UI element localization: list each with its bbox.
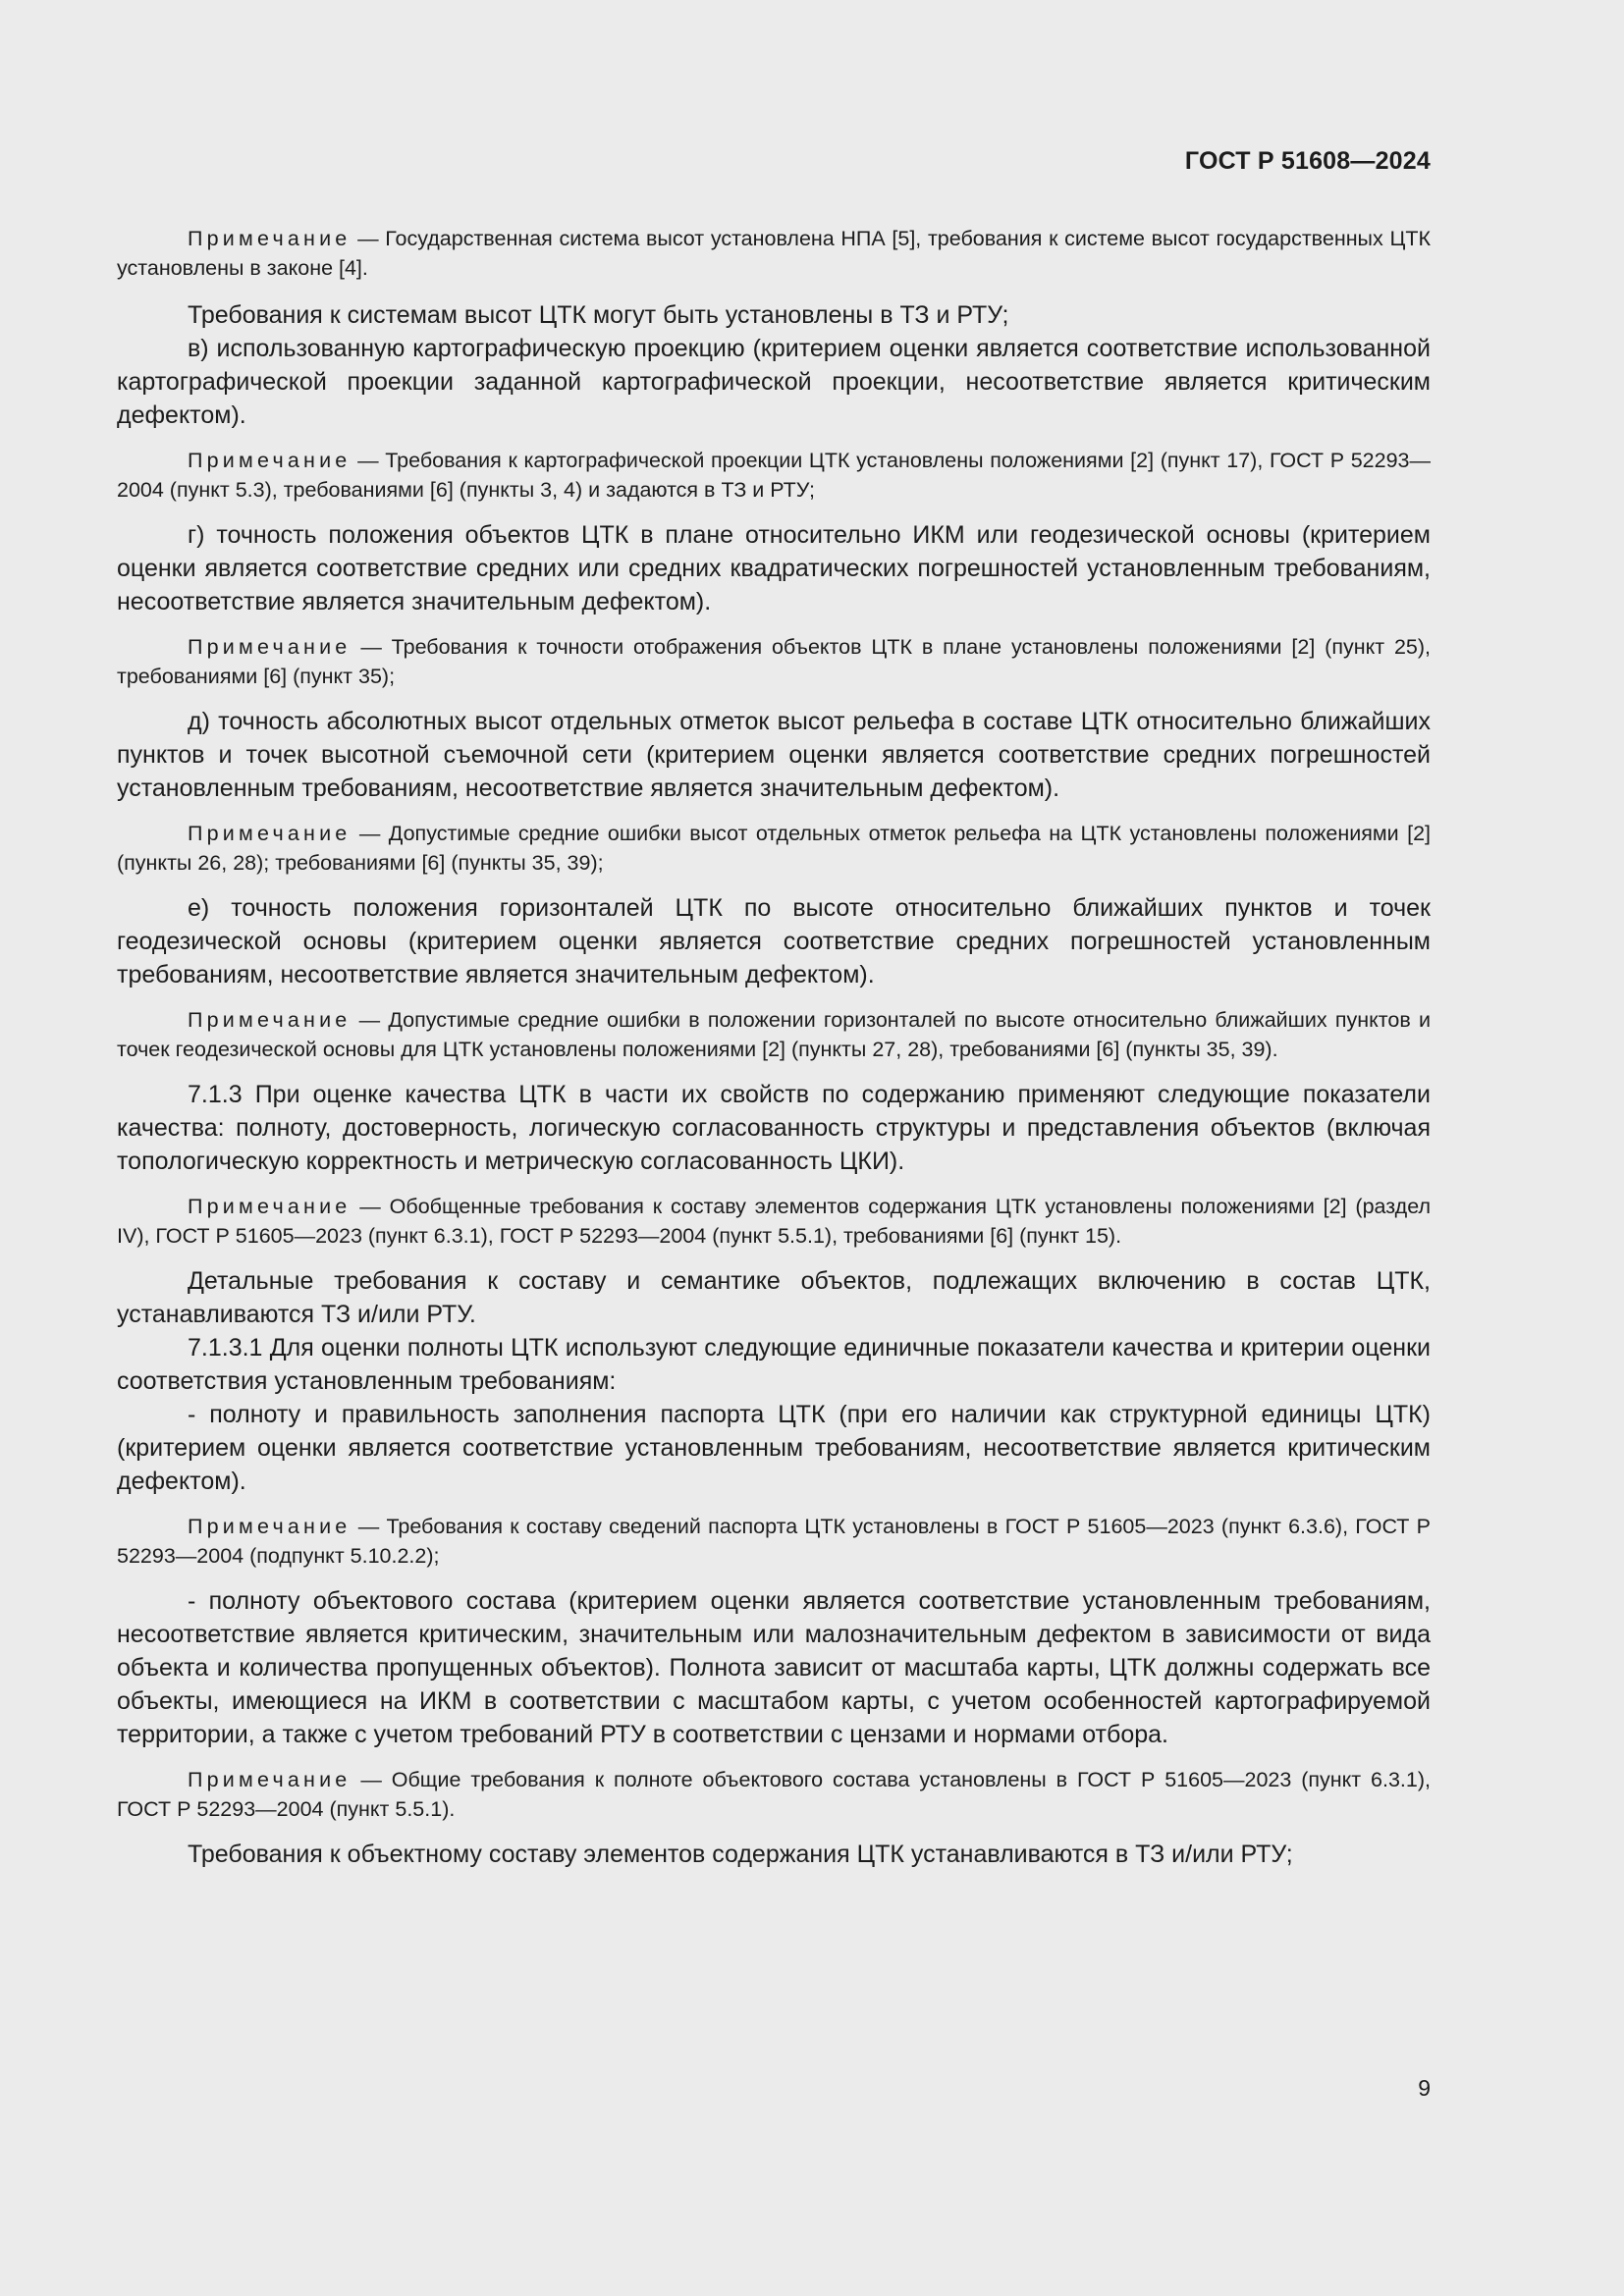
body-paragraph: Детальные требования к составу и семантике объектов, подлежащих включению в состав ЦТК, устанавливаются ТЗ и/или РТУ. <box>117 1267 1431 1328</box>
body-paragraph: Требования к объектному составу элементов содержания ЦТК устанавливаются в ТЗ и/или РТУ; <box>188 1841 1293 1868</box>
note-paragraph <box>117 1512 1431 1571</box>
note-paragraph <box>117 632 1431 691</box>
body-paragraph: д) точность абсолютных высот отдельных отметок высот рельефа в составе ЦТК относительно ближайших пунктов и точек высотной съемочной сети (критерием оценки является соответствие средних погрешностей установленным требованиям, несоответствие является значительным дефектом). <box>117 708 1431 802</box>
body-paragraph: - полноту и правильность заполнения паспорта ЦТК (при его наличии как структурной единицы ЦТК) (критерием оценки является соответствие установленным требованиям, несоответствие является критическим дефектом). <box>117 1401 1431 1495</box>
page-number: 9 <box>1418 2075 1431 2101</box>
note-paragraph <box>117 1765 1431 1824</box>
note-label: Примечание <box>188 227 352 250</box>
note-text: — Допустимые средние ошибки высот отдельных отметок рельефа на ЦТК установлены положениями [2] (пункты 26, 28); требованиями [6] (пункты 35, 39); <box>117 822 1431 875</box>
note-paragraph <box>117 224 1431 283</box>
body-paragraph: г) точность положения объектов ЦТК в плане относительно ИКМ или геодезической основы (критерием оценки является соответствие средних или средних квадратических погрешностей установленным требованиям, несоответствие является значительным дефектом). <box>117 521 1431 615</box>
note-paragraph <box>117 1005 1431 1064</box>
body-paragraph: Требования к системам высот ЦТК могут быть установлены в ТЗ и РТУ; <box>188 301 1009 329</box>
note-paragraph <box>117 1192 1431 1251</box>
body-paragraph: - полноту объектового состава (критерием оценки является соответствие установленным требованиям, несоответствие является критическим, значительным или малозначительным дефектом в зависимости от вида объекта и количества пропущенных объектов). Полнота зависит от масштаба карты, ЦТК должны содержать все объекты, имеющиеся на ИКМ в соответствии с масштабом карты, с учетом особенностей картографируемой территории, а также с учетом требований РТУ в соответствии с цензами и нормами отбора. <box>117 1587 1431 1748</box>
note-label: Примечание <box>188 1768 352 1791</box>
note-label: Примечание <box>188 822 352 845</box>
note-paragraph <box>117 446 1431 505</box>
note-text: — Общие требования к полноте объектового состава установлены в ГОСТ Р 51605—2023 (пункт 6.3.1), ГОСТ Р 52293—2004 (пункт 5.5.1). <box>117 1768 1431 1821</box>
note-text: — Требования к точности отображения объектов ЦТК в плане установлены положениями [2] (пункт 25), требованиями [6] (пункт 35); <box>117 635 1431 688</box>
note-text: — Обобщенные требования к составу элементов содержания ЦТК установлены положениями [2] (раздел IV), ГОСТ Р 51605—2023 (пункт 6.3.1), ГОСТ Р 52293—2004 (пункт 5.5.1), требованиями [6] (пункт 15). <box>117 1195 1431 1248</box>
page-body <box>117 224 1431 1871</box>
note-label: Примечание <box>188 1515 352 1538</box>
note-label: Примечание <box>188 1195 352 1218</box>
note-text: — Требования к составу сведений паспорта ЦТК установлены в ГОСТ Р 51605—2023 (пункт 6.3.6), ГОСТ Р 52293—2004 (подпункт 5.10.2.2); <box>117 1515 1431 1568</box>
note-label: Примечание <box>188 1008 352 1032</box>
note-text: — Допустимые средние ошибки в положении горизонталей по высоте относительно ближайших пунктов и точек геодезической основы для ЦТК установлены положениями [2] (пункты 27, 28), требованиями [6] (пункты 35, 39). <box>117 1008 1431 1061</box>
body-paragraph: 7.1.3.1 Для оценки полноты ЦТК используют следующие единичные показатели качества и критерии оценки соответствия установленным требованиям: <box>117 1334 1431 1395</box>
note-label: Примечание <box>188 449 352 472</box>
body-paragraph: 7.1.3 При оценке качества ЦТК в части их свойств по содержанию применяют следующие показатели качества: полноту, достоверность, логическую согласованность структуры и представления объектов (включая топологическую корректность и метрическую согласованность ЦКИ). <box>117 1081 1431 1175</box>
note-paragraph <box>117 819 1431 878</box>
document-header: ГОСТ Р 51608—2024 <box>1184 147 1431 175</box>
body-paragraph: в) использованную картографическую проекцию (критерием оценки является соответствие использованной картографической проекции заданной картографической проекции, несоответствие является критическим дефектом). <box>117 335 1431 429</box>
note-text: — Государственная система высот установлена НПА [5], требования к системе высот государственных ЦТК установлены в законе [4]. <box>117 227 1431 280</box>
body-paragraph: е) точность положения горизонталей ЦТК по высоте относительно ближайших пунктов и точек геодезической основы (критерием оценки является соответствие средних погрешностей установленным требованиям, несоответствие является значительным дефектом). <box>117 894 1431 988</box>
note-text: — Требования к картографической проекции ЦТК установлены положениями [2] (пункт 17), ГОСТ Р 52293—2004 (пункт 5.3), требованиями [6] (пункты 3, 4) и задаются в ТЗ и РТУ; <box>117 449 1431 502</box>
note-label: Примечание <box>188 635 352 659</box>
